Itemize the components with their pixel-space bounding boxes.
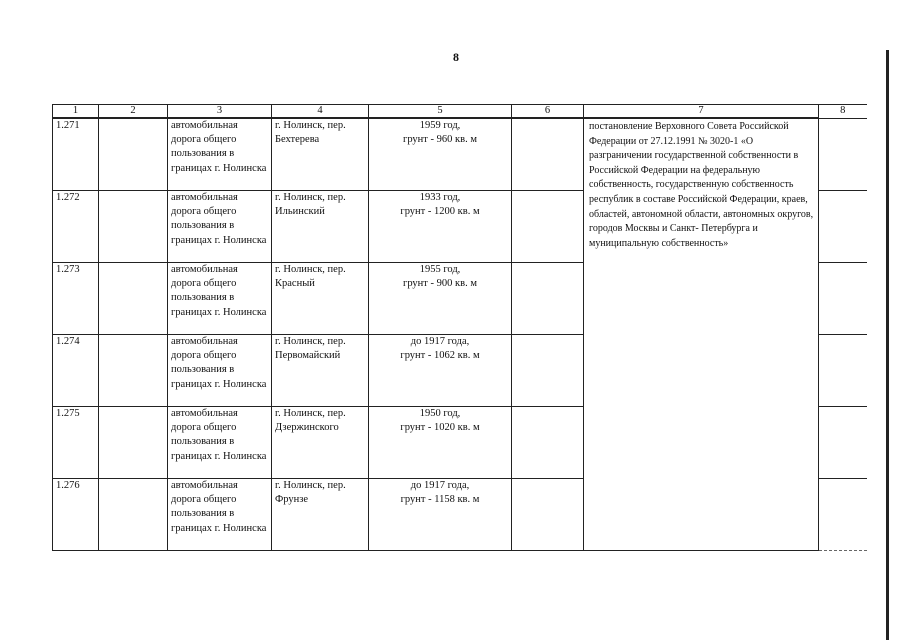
row-col6 <box>512 407 584 479</box>
object-address: г. Нолинск, пер. Первомайский <box>272 335 369 407</box>
row-col6 <box>512 191 584 263</box>
row-col6 <box>512 479 584 551</box>
row-col2 <box>99 191 168 263</box>
object-description <box>369 335 512 407</box>
row-number: 1.273 <box>53 263 99 335</box>
object-name: автомобильная дорога общего пользования в границах г. Нолинска <box>168 407 272 479</box>
description-area: грунт - 1020 кв. м <box>400 422 480 434</box>
row-col6 <box>512 118 584 191</box>
description-area: грунт - 1062 кв. м <box>400 350 480 362</box>
object-address: г. Нолинск, пер. Фрунзе <box>272 479 369 551</box>
row-col8 <box>819 407 867 479</box>
row-number: 1.275 <box>53 407 99 479</box>
row-col6 <box>512 335 584 407</box>
object-name: автомобильная дорога общего пользования в границах г. Нолинска <box>168 263 272 335</box>
header-cell: 6 <box>512 105 584 119</box>
header-cell: 4 <box>272 105 369 119</box>
object-description <box>369 263 512 335</box>
header-cell: 2 <box>99 105 168 119</box>
header-cell: 3 <box>168 105 272 119</box>
header-cell: 5 <box>369 105 512 119</box>
row-col8 <box>819 191 867 263</box>
page-number: 8 <box>453 50 459 64</box>
header-cell: 1 <box>53 105 99 119</box>
row-col8 <box>819 118 867 191</box>
legal-basis-text: постановление Верховного Совета Российской Федерации от 27.12.1991 № 3020-1 «О разграничении государственной собственности в Российской Федерации на федеральную собственность, государственную собственность республик в составе Российской Федерации, краев, областей, автономной области, автономных округов, городов Москвы и Санкт- Петербурга и муниципальную собственность» <box>584 118 819 551</box>
row-number: 1.276 <box>53 479 99 551</box>
description-area: грунт - 960 кв. м <box>403 134 477 146</box>
description-year: до 1917 года, <box>410 336 470 347</box>
row-number: 1.274 <box>53 335 99 407</box>
object-description <box>369 407 512 479</box>
row-col2 <box>99 479 168 551</box>
description-year: 1950 год, <box>419 408 461 419</box>
row-col8 <box>819 263 867 335</box>
row-col2 <box>99 335 168 407</box>
object-description <box>369 118 512 191</box>
description-year: до 1917 года, <box>410 480 470 491</box>
row-col8 <box>819 335 867 407</box>
object-description <box>369 191 512 263</box>
row-col2 <box>99 118 168 191</box>
object-address: г. Нолинск, пер. Красный <box>272 263 369 335</box>
description-area: грунт - 900 кв. м <box>403 278 477 290</box>
row-col6 <box>512 263 584 335</box>
description-year: 1955 год, <box>419 264 461 275</box>
table-header-row <box>53 105 867 119</box>
object-name: автомобильная дорога общего пользования в границах г. Нолинска <box>168 479 272 551</box>
object-name: автомобильная дорога общего пользования в границах г. Нолинска <box>168 335 272 407</box>
row-col2 <box>99 407 168 479</box>
page-edge-line <box>886 50 889 640</box>
description-area: грунт - 1158 кв. м <box>400 494 480 506</box>
description-area: грунт - 1200 кв. м <box>400 206 480 218</box>
header-cell: 7 <box>584 105 819 119</box>
object-name: автомобильная дорога общего пользования в границах г. Нолинска <box>168 191 272 263</box>
header-cell: 8 <box>819 105 867 119</box>
object-address: г. Нолинск, пер. Бехтерева <box>272 118 369 191</box>
row-number: 1.272 <box>53 191 99 263</box>
row-col8 <box>819 479 867 551</box>
object-address: г. Нолинск, пер. Ильинский <box>272 191 369 263</box>
table-row <box>53 118 867 191</box>
row-number: 1.271 <box>53 118 99 191</box>
description-year: 1933 год, <box>419 192 461 203</box>
object-address: г. Нолинск, пер. Дзержинского <box>272 407 369 479</box>
row-col2 <box>99 263 168 335</box>
object-name: автомобильная дорога общего пользования в границах г. Нолинска <box>168 118 272 191</box>
property-table <box>52 104 867 551</box>
object-description <box>369 479 512 551</box>
description-year: 1959 год, <box>419 120 461 131</box>
